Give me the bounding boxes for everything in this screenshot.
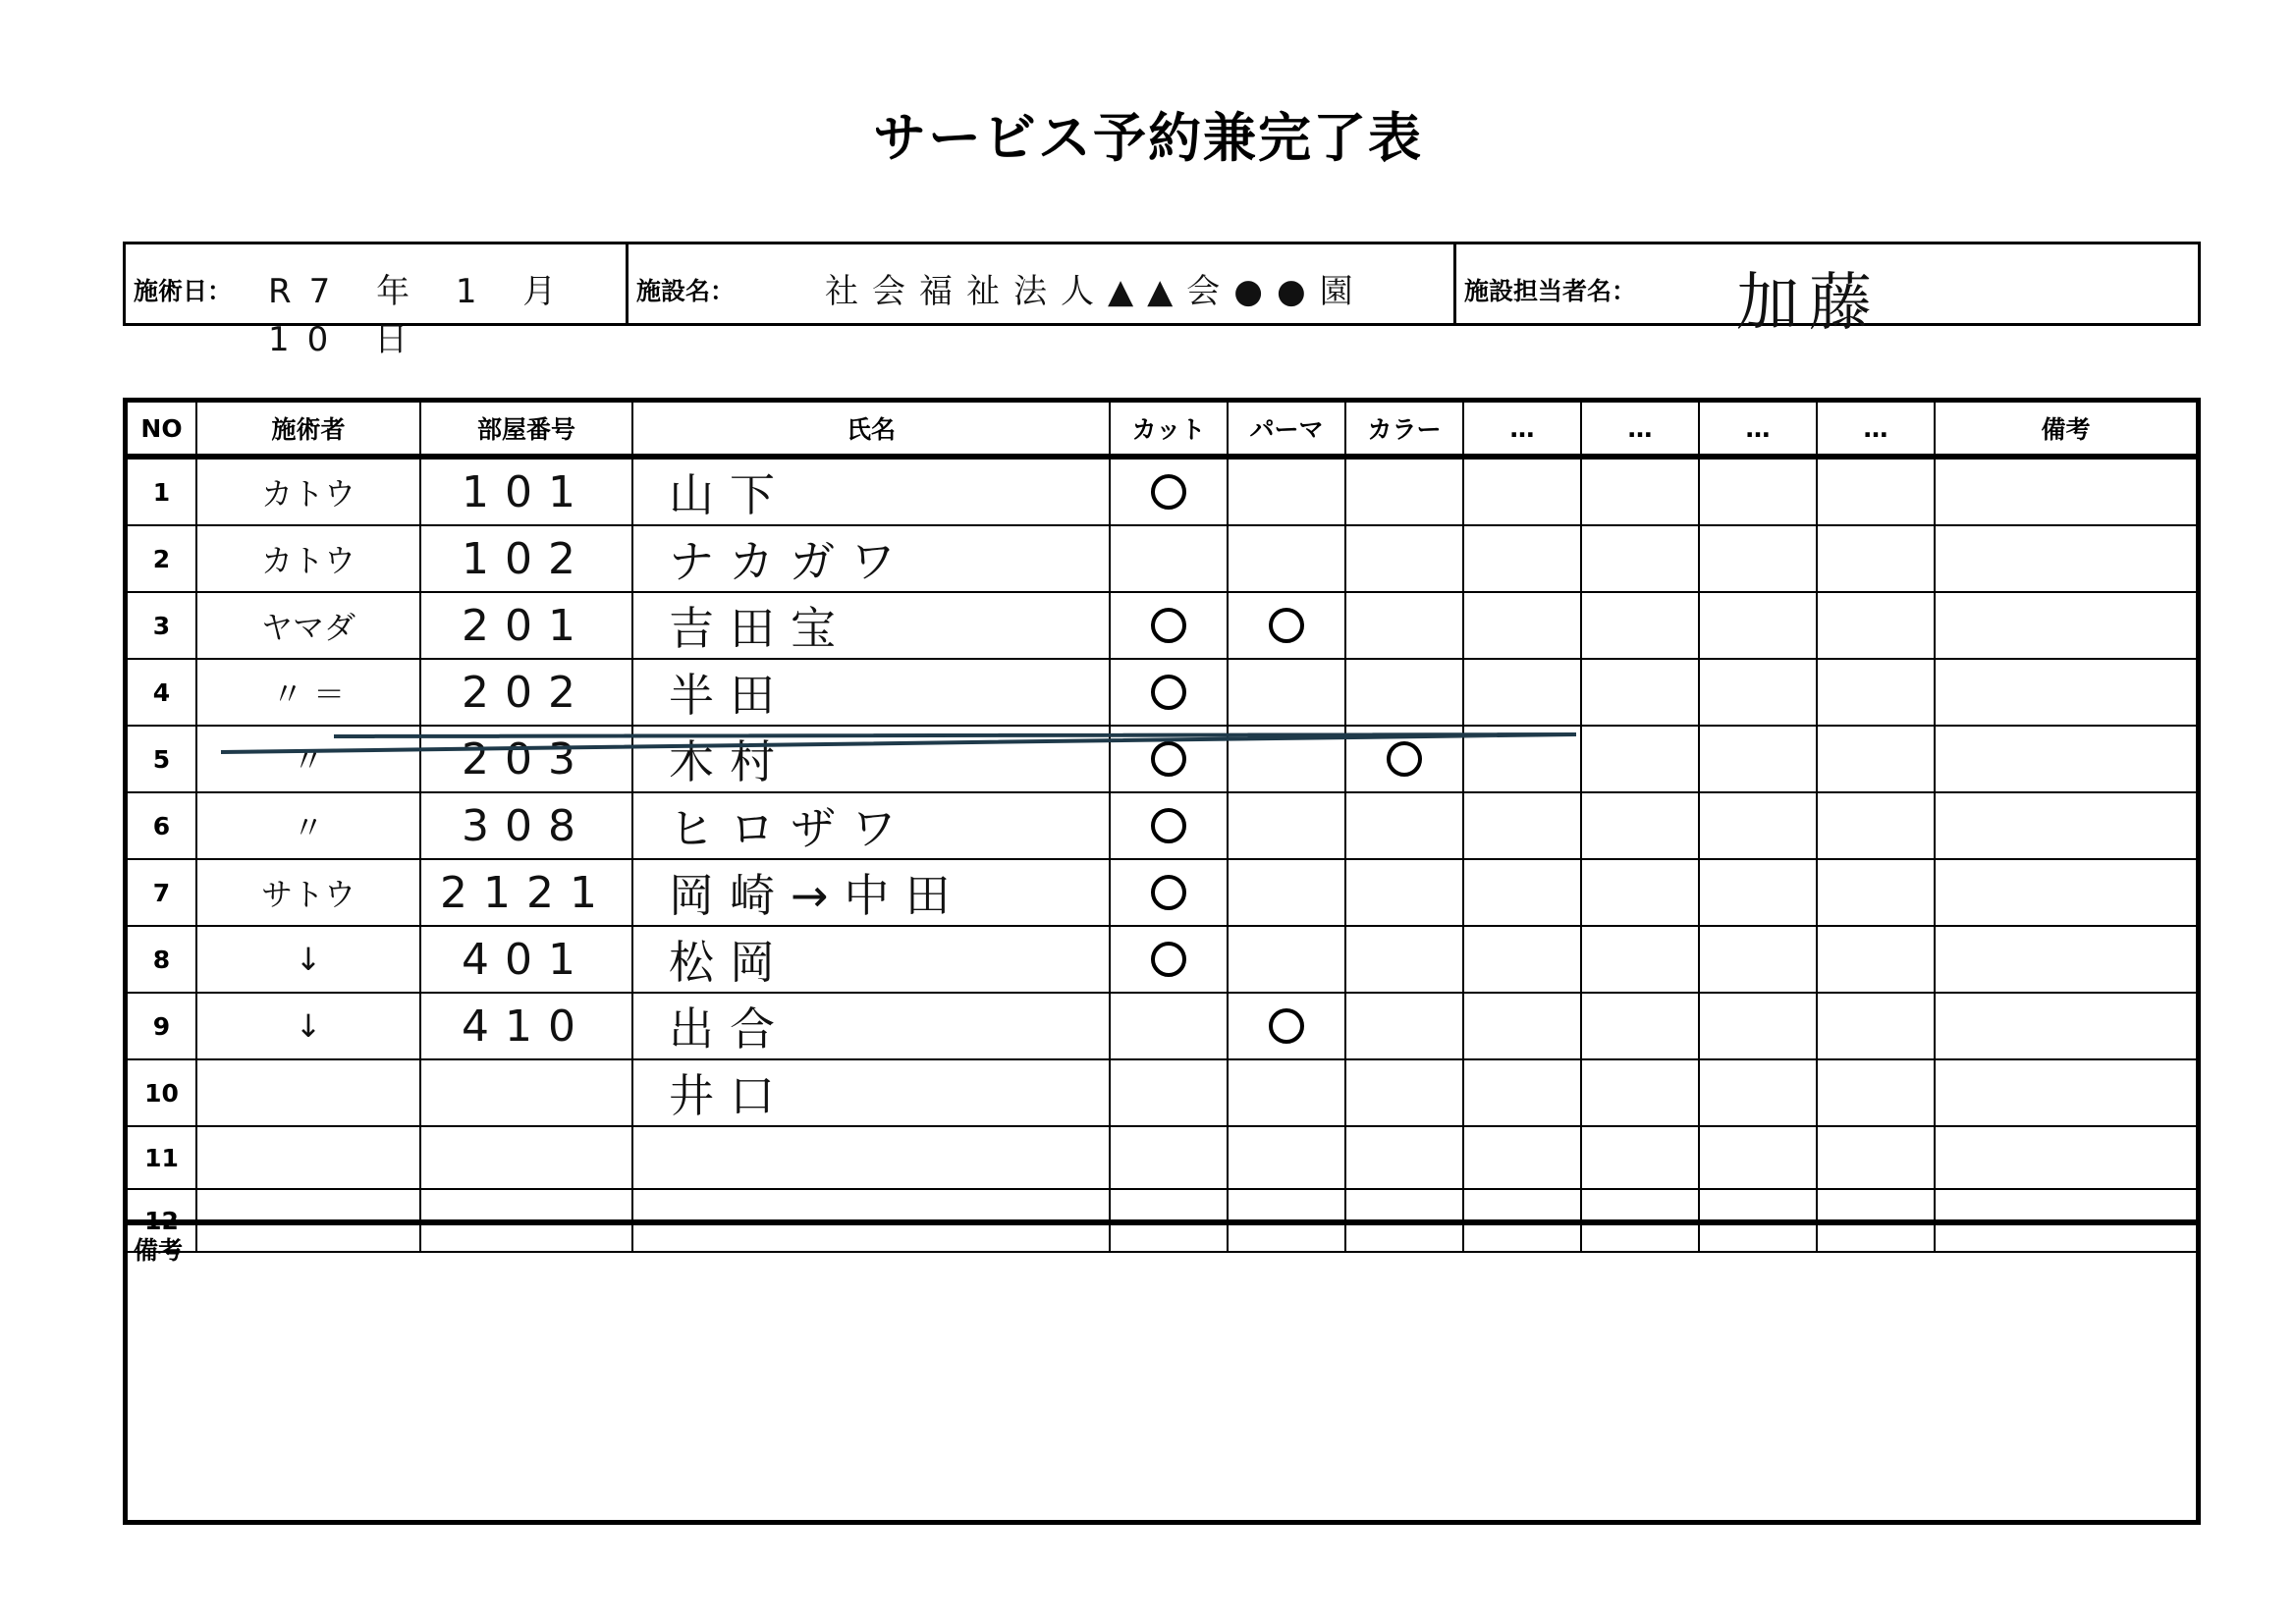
row-extra-1-cell [1463, 926, 1581, 993]
table-row [128, 525, 2196, 592]
row-extra-1-cell [1463, 457, 1581, 525]
header-info-box [123, 242, 2201, 359]
row-cut-cell [1110, 926, 1228, 993]
row-cut-cell [1110, 1126, 1228, 1189]
row-color-cell [1345, 592, 1463, 659]
notes-area [128, 1219, 2196, 1520]
table-row [128, 659, 2196, 726]
table-row [128, 926, 2196, 993]
row-perm-cell [1228, 1059, 1345, 1126]
table-row [128, 859, 2196, 926]
row-extra-4-cell [1817, 1059, 1935, 1126]
row-extra-1-cell [1463, 792, 1581, 859]
row-room: 201 [420, 592, 632, 659]
row-no: 5 [128, 726, 196, 792]
row-extra-2-cell [1581, 457, 1699, 525]
row-operator: 〃 [196, 792, 420, 859]
row-extra-3-cell [1699, 1059, 1817, 1126]
row-no: 2 [128, 525, 196, 592]
row-cut-cell [1110, 792, 1228, 859]
col-header-room: 部屋番号 [420, 403, 632, 457]
row-extra-2-cell [1581, 726, 1699, 792]
row-name: ヒロザワ [632, 792, 1110, 859]
row-perm-cell [1228, 1126, 1345, 1189]
row-room: 2121 [420, 859, 632, 926]
row-extra-4-cell [1817, 659, 1935, 726]
row-color-cell [1345, 525, 1463, 592]
row-name: 出合 [632, 993, 1110, 1059]
row-operator: ↓ [196, 926, 420, 993]
row-no: 6 [128, 792, 196, 859]
row-perm-cell [1228, 792, 1345, 859]
row-operator: ↓ [196, 993, 420, 1059]
table-row [128, 1126, 2196, 1189]
table-row [128, 1059, 2196, 1126]
row-name: 半田 [632, 659, 1110, 726]
row-extra-3-cell [1699, 926, 1817, 993]
row-extra-4-cell [1817, 726, 1935, 792]
col-header-extra-1: … [1463, 403, 1581, 457]
row-name: ナカガワ [632, 525, 1110, 592]
facility-cell [629, 244, 1456, 323]
notes-label: 備考 [134, 1236, 184, 1265]
row-room: 203 [420, 726, 632, 792]
row-perm-cell [1228, 659, 1345, 726]
row-extra-3-cell [1699, 859, 1817, 926]
circle-mark-icon [1269, 1008, 1304, 1044]
row-extra-2-cell [1581, 993, 1699, 1059]
staff-cell [1456, 244, 2198, 340]
col-header-color: カラー [1345, 403, 1463, 457]
row-remarks-cell [1935, 993, 2196, 1059]
row-extra-3-cell [1699, 1126, 1817, 1189]
row-remarks-cell [1935, 659, 2196, 726]
col-header-name: 氏名 [632, 403, 1110, 457]
circle-mark-icon [1269, 608, 1304, 643]
row-cut-cell [1110, 659, 1228, 726]
col-header-cut: カット [1110, 403, 1228, 457]
row-name: 吉田宝 [632, 592, 1110, 659]
row-extra-4-cell [1817, 993, 1935, 1059]
row-cut-cell [1110, 726, 1228, 792]
row-color-cell [1345, 726, 1463, 792]
row-name: 松岡 [632, 926, 1110, 993]
row-extra-4-cell [1817, 926, 1935, 993]
row-remarks-cell [1935, 592, 2196, 659]
row-extra-1-cell [1463, 726, 1581, 792]
col-header-remarks: 備考 [1935, 403, 2196, 457]
row-operator: ヤマダ [196, 592, 420, 659]
row-no: 8 [128, 926, 196, 993]
row-name: 山下 [632, 457, 1110, 525]
circle-mark-icon [1151, 474, 1186, 510]
col-header-perm: パーマ [1228, 403, 1345, 457]
col-header-extra-4: … [1817, 403, 1935, 457]
row-operator [196, 1059, 420, 1126]
row-extra-2-cell [1581, 1059, 1699, 1126]
row-extra-4-cell [1817, 457, 1935, 525]
row-perm-cell [1228, 726, 1345, 792]
circle-mark-icon [1387, 741, 1422, 777]
row-extra-3-cell [1699, 792, 1817, 859]
row-room: 101 [420, 457, 632, 525]
row-extra-2-cell [1581, 859, 1699, 926]
row-room: 308 [420, 792, 632, 859]
row-color-cell [1345, 792, 1463, 859]
row-perm-cell [1228, 525, 1345, 592]
row-extra-2-cell [1581, 792, 1699, 859]
row-remarks-cell [1935, 1059, 2196, 1126]
circle-mark-icon [1151, 608, 1186, 643]
row-operator: 〃 ＝ [196, 659, 420, 726]
row-extra-3-cell [1699, 592, 1817, 659]
row-no: 11 [128, 1126, 196, 1189]
row-remarks-cell [1935, 726, 2196, 792]
row-name: 岡崎→中田 [632, 859, 1110, 926]
row-remarks-cell [1935, 792, 2196, 859]
row-no: 4 [128, 659, 196, 726]
table-row [128, 726, 2196, 792]
row-operator: 〃 [196, 726, 420, 792]
row-cut-cell [1110, 525, 1228, 592]
col-header-no: NO [128, 403, 196, 457]
row-extra-3-cell [1699, 457, 1817, 525]
row-extra-3-cell [1699, 726, 1817, 792]
row-color-cell [1345, 926, 1463, 993]
circle-mark-icon [1151, 942, 1186, 977]
row-extra-3-cell [1699, 525, 1817, 592]
circle-mark-icon [1151, 808, 1186, 843]
row-operator: カトウ [196, 525, 420, 592]
row-room [420, 1126, 632, 1189]
row-color-cell [1345, 659, 1463, 726]
table-row [128, 792, 2196, 859]
service-table [123, 398, 2201, 1525]
row-perm-cell [1228, 993, 1345, 1059]
row-extra-2-cell [1581, 525, 1699, 592]
row-no: 1 [128, 457, 196, 525]
row-extra-4-cell [1817, 592, 1935, 659]
row-extra-1-cell [1463, 993, 1581, 1059]
row-cut-cell [1110, 592, 1228, 659]
row-operator [196, 1126, 420, 1189]
row-perm-cell [1228, 457, 1345, 525]
row-room: 202 [420, 659, 632, 726]
row-cut-cell [1110, 1059, 1228, 1126]
row-color-cell [1345, 859, 1463, 926]
staff-label: 施設担当者名： [1464, 277, 1637, 305]
row-operator: カトウ [196, 457, 420, 525]
row-room: 102 [420, 525, 632, 592]
row-cut-cell [1110, 993, 1228, 1059]
row-no: 7 [128, 859, 196, 926]
row-name: 木村 [632, 726, 1110, 792]
row-extra-1-cell [1463, 659, 1581, 726]
row-remarks-cell [1935, 926, 2196, 993]
row-extra-1-cell [1463, 1059, 1581, 1126]
circle-mark-icon [1151, 875, 1186, 910]
row-remarks-cell [1935, 1126, 2196, 1189]
table-row [128, 457, 2196, 525]
row-extra-4-cell [1817, 859, 1935, 926]
row-extra-2-cell [1581, 926, 1699, 993]
row-no: 10 [128, 1059, 196, 1126]
row-perm-cell [1228, 926, 1345, 993]
row-remarks-cell [1935, 859, 2196, 926]
row-extra-2-cell [1581, 592, 1699, 659]
row-room [420, 1059, 632, 1126]
row-no: 12 [128, 1189, 196, 1252]
circle-mark-icon [1151, 741, 1186, 777]
row-operator: サトウ [196, 859, 420, 926]
table-row [128, 993, 2196, 1059]
row-cut-cell [1110, 457, 1228, 525]
row-extra-2-cell [1581, 1126, 1699, 1189]
row-perm-cell [1228, 592, 1345, 659]
row-extra-3-cell [1699, 659, 1817, 726]
date-value: R7 年 1 月 10 日 [268, 272, 574, 359]
col-header-extra-3: … [1699, 403, 1817, 457]
row-extra-4-cell [1817, 525, 1935, 592]
facility-label: 施設名： [636, 277, 736, 305]
row-extra-4-cell [1817, 792, 1935, 859]
table-row [128, 592, 2196, 659]
row-color-cell [1345, 1059, 1463, 1126]
row-perm-cell [1228, 859, 1345, 926]
row-extra-1-cell [1463, 1126, 1581, 1189]
row-name [632, 1126, 1110, 1189]
staff-value: 加藤 [1736, 267, 1882, 340]
row-extra-1-cell [1463, 592, 1581, 659]
row-no: 3 [128, 592, 196, 659]
row-name: 井口 [632, 1059, 1110, 1126]
row-no: 9 [128, 993, 196, 1059]
row-color-cell [1345, 457, 1463, 525]
form-title: サービス予約兼完了表 [873, 107, 1423, 169]
col-header-operator: 施術者 [196, 403, 420, 457]
facility-value: 社会福祉法人▲▲会●●園 [825, 272, 1367, 311]
date-cell [126, 244, 629, 359]
row-extra-2-cell [1581, 659, 1699, 726]
row-remarks-cell [1935, 457, 2196, 525]
row-extra-4-cell [1817, 1126, 1935, 1189]
row-room: 401 [420, 926, 632, 993]
table-header-row [128, 403, 2196, 457]
row-extra-1-cell [1463, 525, 1581, 592]
row-remarks-cell [1935, 525, 2196, 592]
row-extra-1-cell [1463, 859, 1581, 926]
row-cut-cell [1110, 859, 1228, 926]
col-header-extra-2: … [1581, 403, 1699, 457]
row-extra-3-cell [1699, 993, 1817, 1059]
row-room: 410 [420, 993, 632, 1059]
row-color-cell [1345, 1126, 1463, 1189]
row-color-cell [1345, 993, 1463, 1059]
circle-mark-icon [1151, 675, 1186, 710]
date-label: 施術日： [134, 277, 233, 305]
